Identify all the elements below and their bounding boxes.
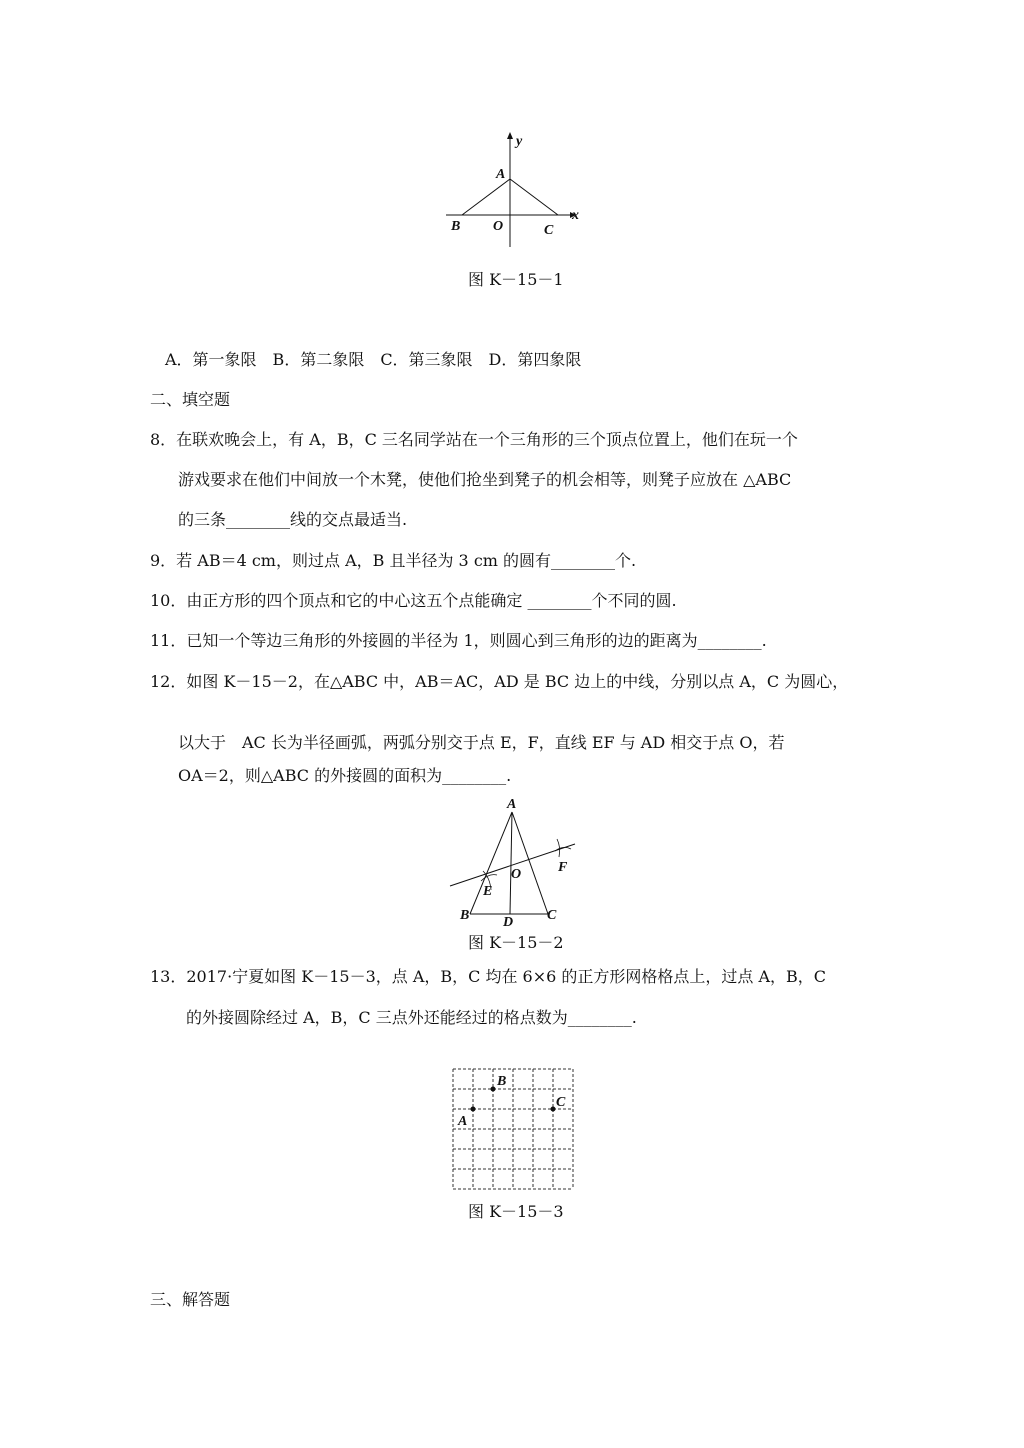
q8-line1: 8．在联欢晚会上，有 A，B，C 三名同学站在一个三角形的三个顶点位置上，他们在玩一个 <box>150 430 798 449</box>
y-axis-arrow <box>507 132 513 139</box>
label-x: x <box>572 208 579 223</box>
section-fill-in-heading: 二、填空题 <box>150 390 231 409</box>
point-a <box>471 1107 476 1112</box>
q10: 10．由正方形的四个顶点和它的中心这五个点能确定 ________个不同的圆. <box>150 591 677 610</box>
point-c <box>551 1107 556 1112</box>
label-d: D <box>503 915 514 930</box>
q7-options: A．第一象限 B．第二象限 C．第三象限 D．第四象限 <box>165 350 582 369</box>
label-e: E <box>483 884 493 899</box>
arc-near-f-1 <box>557 839 560 857</box>
label-b: B <box>451 219 461 234</box>
grid-6x6 <box>453 1069 573 1189</box>
median-ad <box>510 812 512 914</box>
label-c: C <box>547 908 557 923</box>
label-c: C <box>556 1095 566 1110</box>
q12-line3: OA＝2，则△ABC 的外接圆的面积为________. <box>178 766 512 785</box>
q8-line2: 游戏要求在他们中间放一个木凳，使他们抢坐到凳子的机会相等，则凳子应放在 △ABC <box>178 470 792 489</box>
label-b: B <box>497 1074 507 1089</box>
segment-ab <box>462 179 510 215</box>
q12-line2: 以大于 AC 长为半径画弧，两弧分别交于点 E，F，直线 EF 与 AD 相交于点 O，若 <box>178 733 785 752</box>
figure-k-15-2 <box>445 795 585 930</box>
figure-k-15-1 <box>440 130 580 250</box>
label-o: O <box>493 219 504 234</box>
label-f: F <box>558 860 568 875</box>
q8-line3: 的三条________线的交点最适当. <box>178 510 408 529</box>
label-a: A <box>458 1114 468 1129</box>
figure-k-15-3 <box>452 1068 576 1192</box>
q13-line1: 13．2017·宁夏如图 K－15－3，点 A，B，C 均在 6×6 的正方形网格格点上，过点 A，B，C <box>150 967 827 986</box>
q12-line1: 12．如图 K－15－2，在△ABC 中，AB＝AC，AD 是 BC 边上的中线，分别以点 A，C 为圆心， <box>150 672 849 691</box>
figure-caption-k-15-2: 图 K－15－2 <box>468 933 564 952</box>
label-c: C <box>544 223 554 238</box>
q13-line2: 的外接圆除经过 A，B，C 三点外还能经过的格点数为________. <box>186 1008 637 1027</box>
section-solve-heading: 三、解答题 <box>150 1290 231 1309</box>
figure-caption-k-15-1: 图 K－15－1 <box>468 270 564 289</box>
label-o: O <box>511 867 522 882</box>
point-b <box>491 1087 496 1092</box>
q9: 9．若 AB＝4 cm，则过点 A，B 且半径为 3 cm 的圆有________个. <box>150 551 637 570</box>
segment-ac <box>510 179 558 215</box>
q11: 11．已知一个等边三角形的外接圆的半径为 1，则圆心到三角形的边的距离为________. <box>150 631 767 650</box>
figure-caption-k-15-3: 图 K－15－3 <box>468 1202 564 1221</box>
label-y: y <box>516 134 523 149</box>
label-a: A <box>496 167 506 182</box>
label-a: A <box>507 797 517 812</box>
label-b: B <box>460 908 470 923</box>
